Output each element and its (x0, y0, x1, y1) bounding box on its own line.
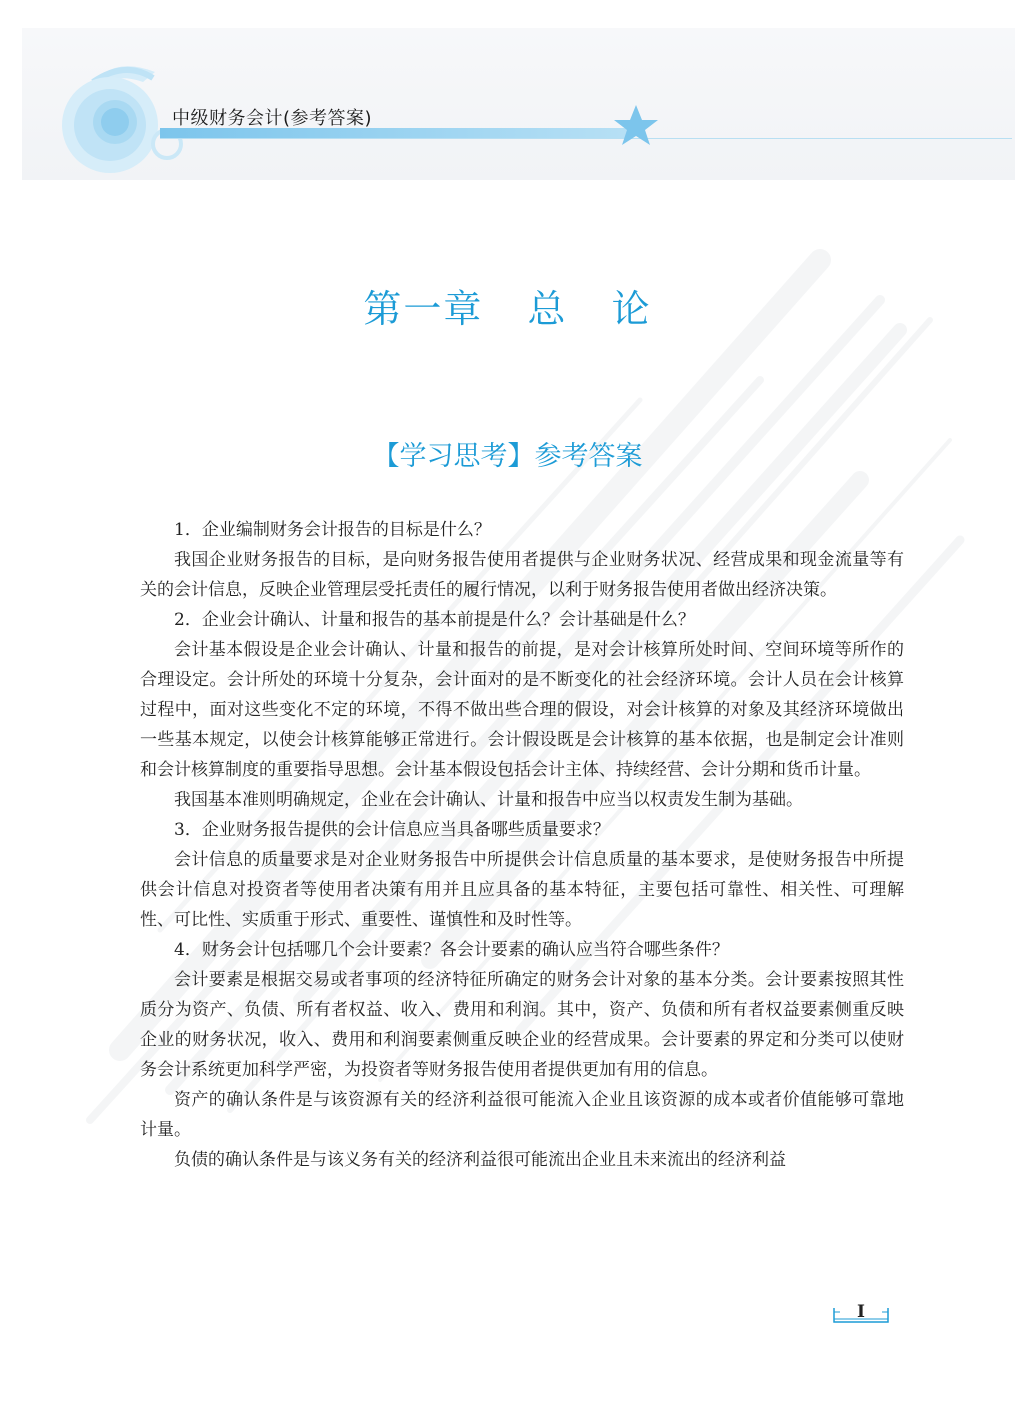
page-number-box (832, 1302, 890, 1324)
question-1: 1．企业编制财务会计报告的目标是什么？ (174, 520, 491, 540)
book-title: 中级财务会计(参考答案) (172, 108, 373, 129)
question-3: 3．企业财务报告提供的会计信息应当具备哪些质量要求？ (174, 820, 610, 840)
answer-paragraph: 会计要素是根据交易或者事项的经济特征所确定的财务会计对象的基本分类。会计要素按照其性质分为资产、负债、所有者权益、收入、费用和利润。其中，资产、负债和所有者权益要素侧重反映企业的财务状况，收入、费用和利润要素侧重反映企业的经营成果。会计要素的界定和分类可以使财务会计系统更加科学严密，为投资者等财务报告使用者提供更加有用的信息。 (140, 970, 904, 1080)
answer-paragraph: 资产的确认条件是与该资源有关的经济利益很可能流入企业且该资源的成本或者价值能够可靠地计量。 (140, 1090, 904, 1140)
page-number: I (857, 1302, 865, 1322)
answer-paragraph: 会计基本假设是企业会计确认、计量和报告的前提，是对会计核算所处时间、空间环境等所作的合理设定。会计所处的环境十分复杂，会计面对的是不断变化的社会经济环境。会计人员在会计核算过程中，面对这些变化不定的环境，不得不做出些合理的假设，对会计核算的对象及其经济环境做出一些基本规定，以使会计核算能够正常进行。会计假设既是会计核算的基本依据，也是制定会计准则和会计核算制度的重要指导思想。会计基本假设包括会计主体、持续经营、会计分期和货币计量。 (140, 640, 904, 780)
star-icon (612, 103, 660, 147)
section-title: 【学习思考】参考答案 (372, 441, 643, 472)
chapter-title: 第一章 总 论 (363, 287, 652, 331)
answer-content (140, 515, 904, 1175)
answer-paragraph: 负债的确认条件是与该义务有关的经济利益很可能流出企业且未来流出的经济利益 (174, 1150, 786, 1170)
answer-paragraph: 我国企业财务报告的目标，是向财务报告使用者提供与企业财务状况、经营成果和现金流量等有关的会计信息，反映企业管理层受托责任的履行情况，以利于财务报告使用者做出经济决策。 (140, 550, 904, 600)
question-2: 2．企业会计确认、计量和报告的基本前提是什么？会计基础是什么？ (174, 610, 695, 630)
question-4: 4．财务会计包括哪几个会计要素？各会计要素的确认应当符合哪些条件？ (174, 940, 729, 960)
answer-paragraph: 我国基本准则明确规定，企业在会计确认、计量和报告中应当以权责发生制为基础。 (174, 790, 803, 810)
answer-paragraph: 会计信息的质量要求是对企业财务报告中所提供会计信息质量的基本要求，是使财务报告中所提供会计信息对投资者等使用者决策有用并且应具备的基本特征，主要包括可靠性、相关性、可理解性、可比性、实质重于形式、重要性、谨慎性和及时性等。 (140, 850, 904, 930)
header-rule (160, 138, 1012, 139)
